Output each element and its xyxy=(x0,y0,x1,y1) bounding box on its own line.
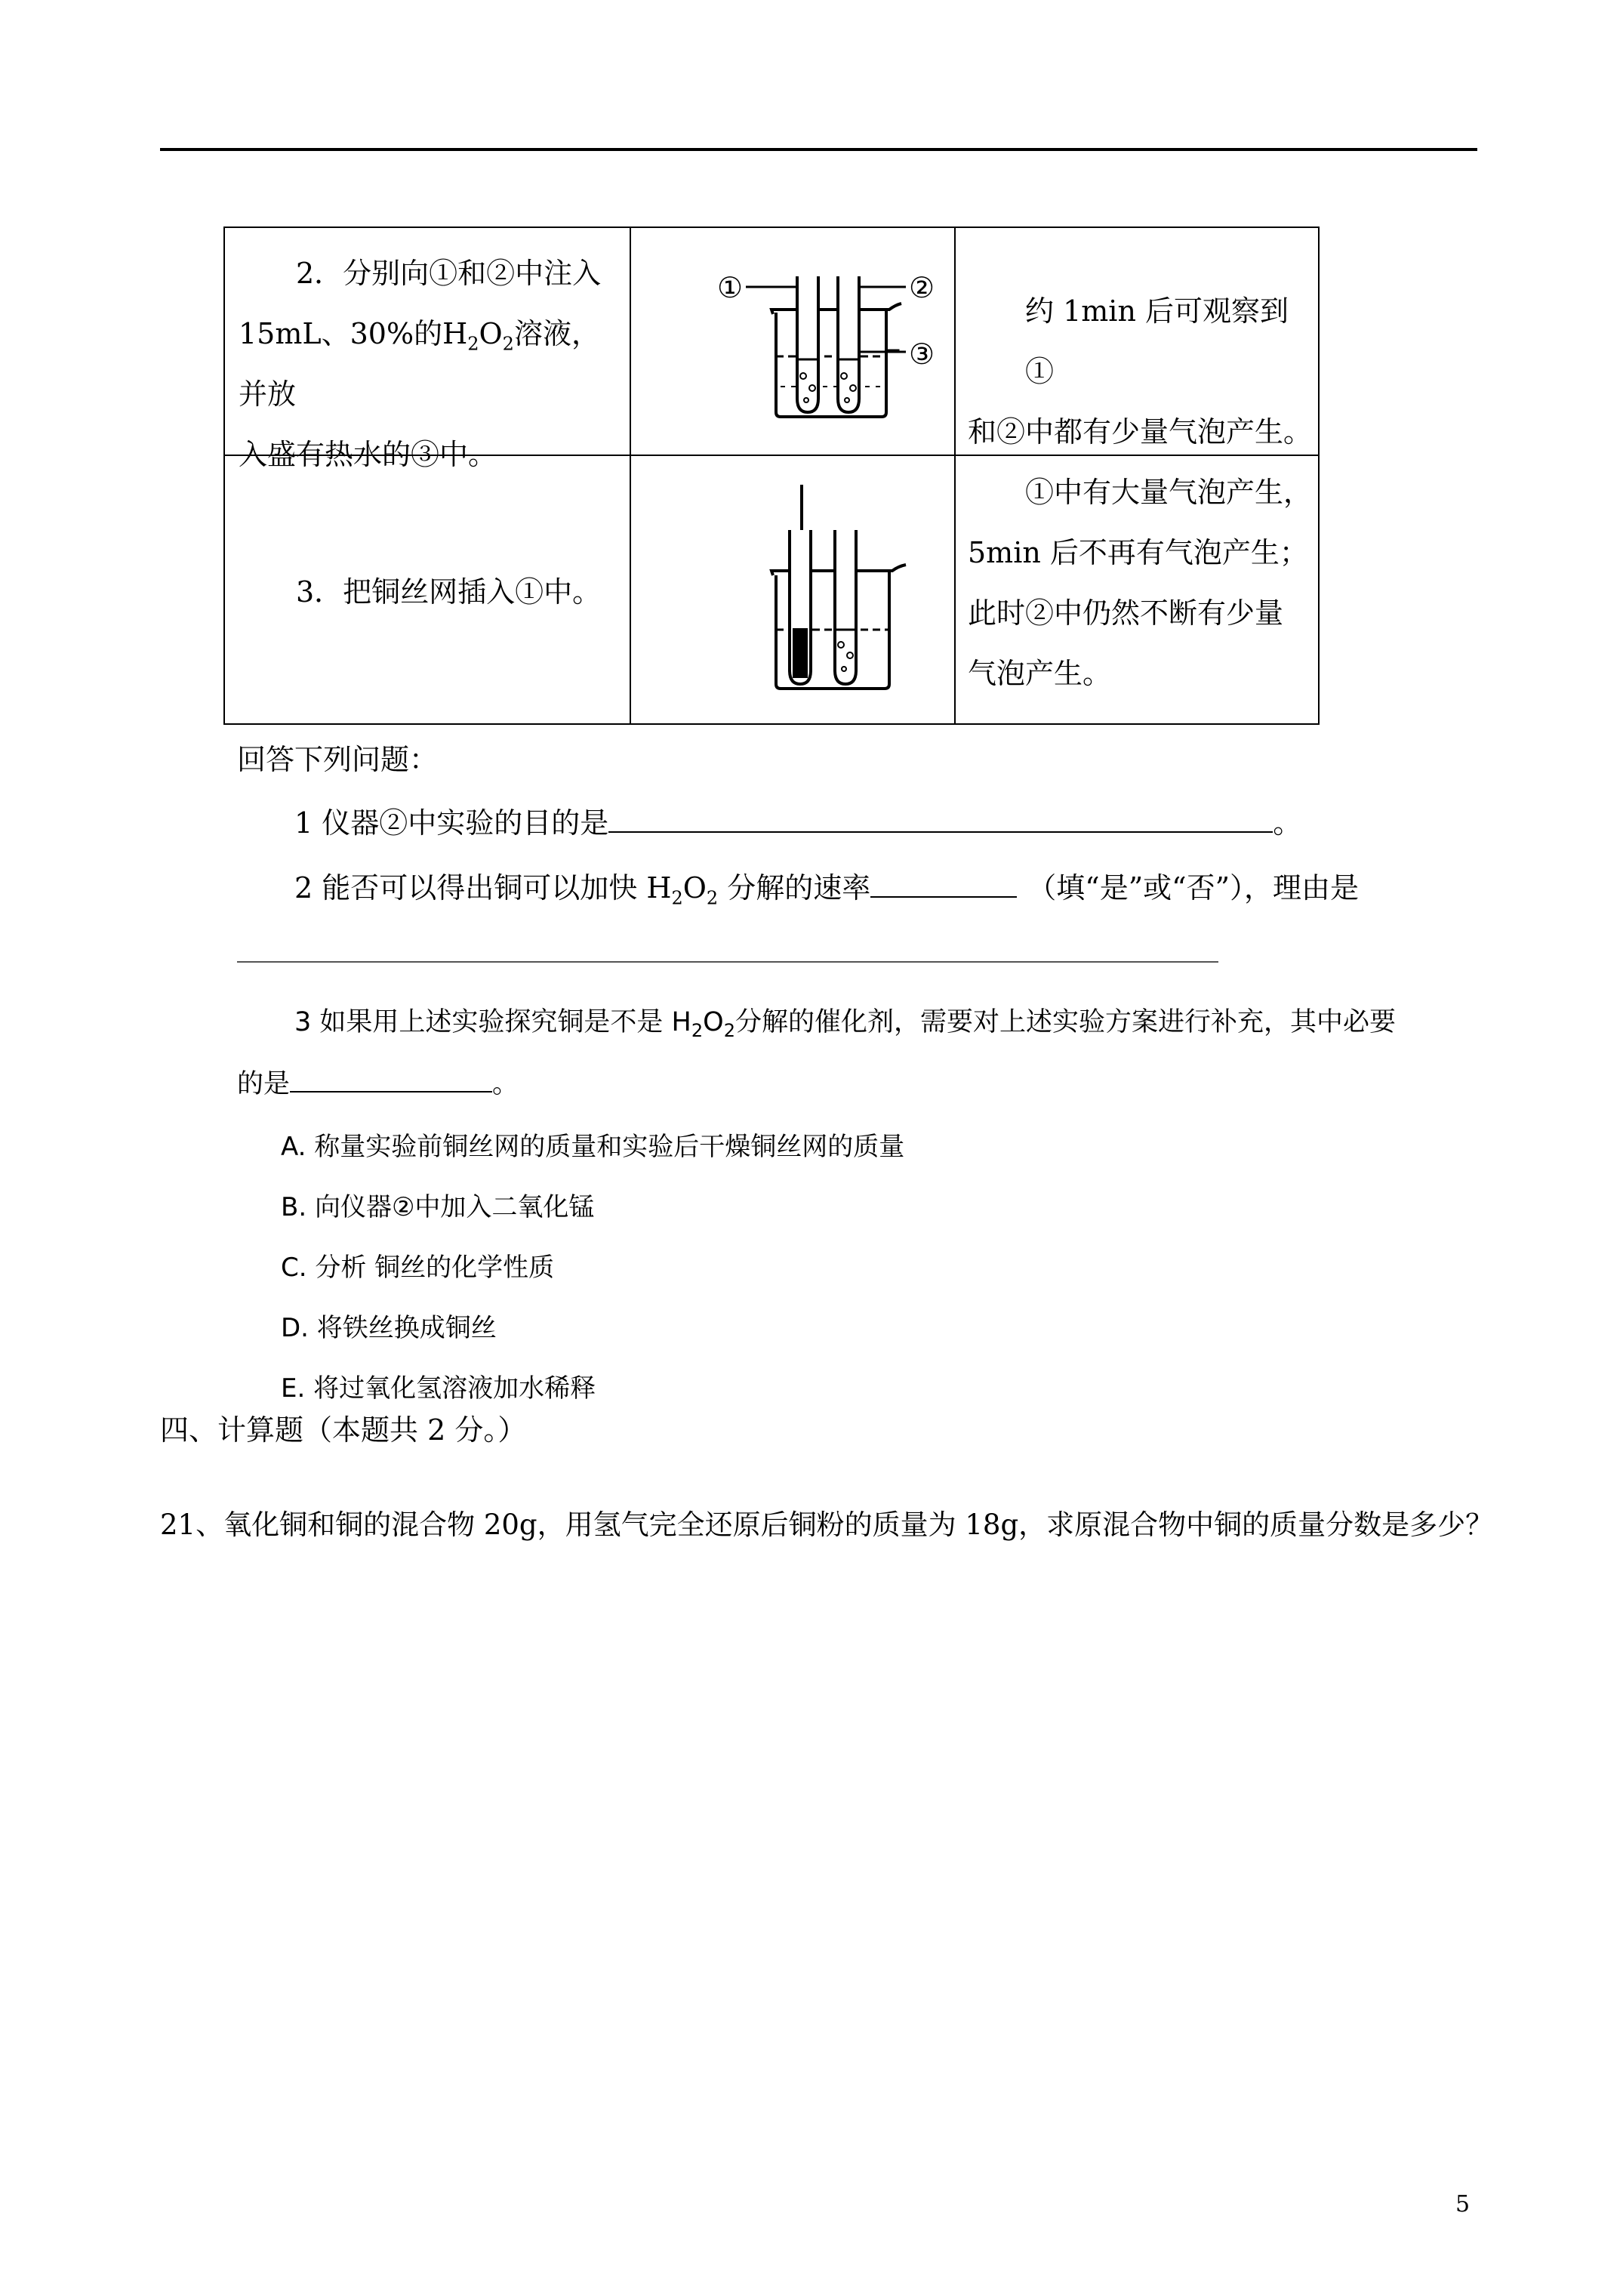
option-b: B. 向仪器②中加入二氧化锰 xyxy=(281,1192,595,1222)
q3-answer-blank[interactable] xyxy=(290,1090,492,1093)
question-1: 1 仪器②中实验的目的是 。 xyxy=(294,806,1302,840)
label-2: ② xyxy=(909,271,935,304)
observation-2: ①中有大量气泡产生， 5min 后不再有气泡产生； 此时②中仍然不断有少量 气泡产生。 xyxy=(968,476,1313,690)
question-3-line2: 的是 。 xyxy=(237,1069,519,1099)
table-col-divider-2 xyxy=(954,228,956,723)
question-21: 21、氧化铜和铜的混合物 20g，用氢气完全还原后铜粉的质量为 18g，求原混合物中铜的质量分数是多少？ xyxy=(160,1509,1494,1541)
option-c: C. 分析 铜丝的化学性质 xyxy=(281,1253,555,1283)
option-d: D. 将铁丝换成铜丝 xyxy=(281,1313,497,1343)
q2-answer-blank[interactable] xyxy=(870,895,1017,898)
observation-1: 约 1min 后可观察到① 和②中都有少量气泡产生。 xyxy=(968,294,1313,448)
option-e: E. 将过氧化氢溶液加水稀释 xyxy=(281,1373,596,1404)
questions-intro: 回答下列问题： xyxy=(237,743,439,776)
table-col-divider-1 xyxy=(630,228,631,723)
experiment-table xyxy=(223,227,1320,725)
beaker-figure-1 xyxy=(633,231,953,453)
page-number: 5 xyxy=(1455,2191,1471,2217)
q2-reason-line[interactable] xyxy=(237,961,1218,963)
header-rule xyxy=(160,148,1477,151)
beaker-figure-2 xyxy=(633,458,953,725)
step-2-text: 2．分别向①和②中注入 15mL、30%的$H_2O_2$溶液，并放 入盛有热水的③中。 xyxy=(239,257,602,471)
label-1: ① xyxy=(717,271,744,304)
q1-answer-blank[interactable] xyxy=(608,831,1273,833)
section-4-heading: 四、计算题（本题共 2 分。） xyxy=(160,1413,527,1447)
option-a: A. 称量实验前铜丝网的质量和实验后干燥铜丝网的质量 xyxy=(281,1132,905,1162)
question-3: 3 如果用上述实验探究铜是不是 $H_2O_2$分解的催化剂，需要对上述实验方案进行补充，其中必要 xyxy=(294,1007,1396,1041)
label-3: ③ xyxy=(909,337,935,371)
question-2: 2 能否可以得出铜可以加快 $H_2O_2$ 分解的速率 （填“是”或“否”），理由是 xyxy=(294,871,1360,909)
step-3-text: 3．把铜丝网插入①中。 xyxy=(296,575,602,609)
